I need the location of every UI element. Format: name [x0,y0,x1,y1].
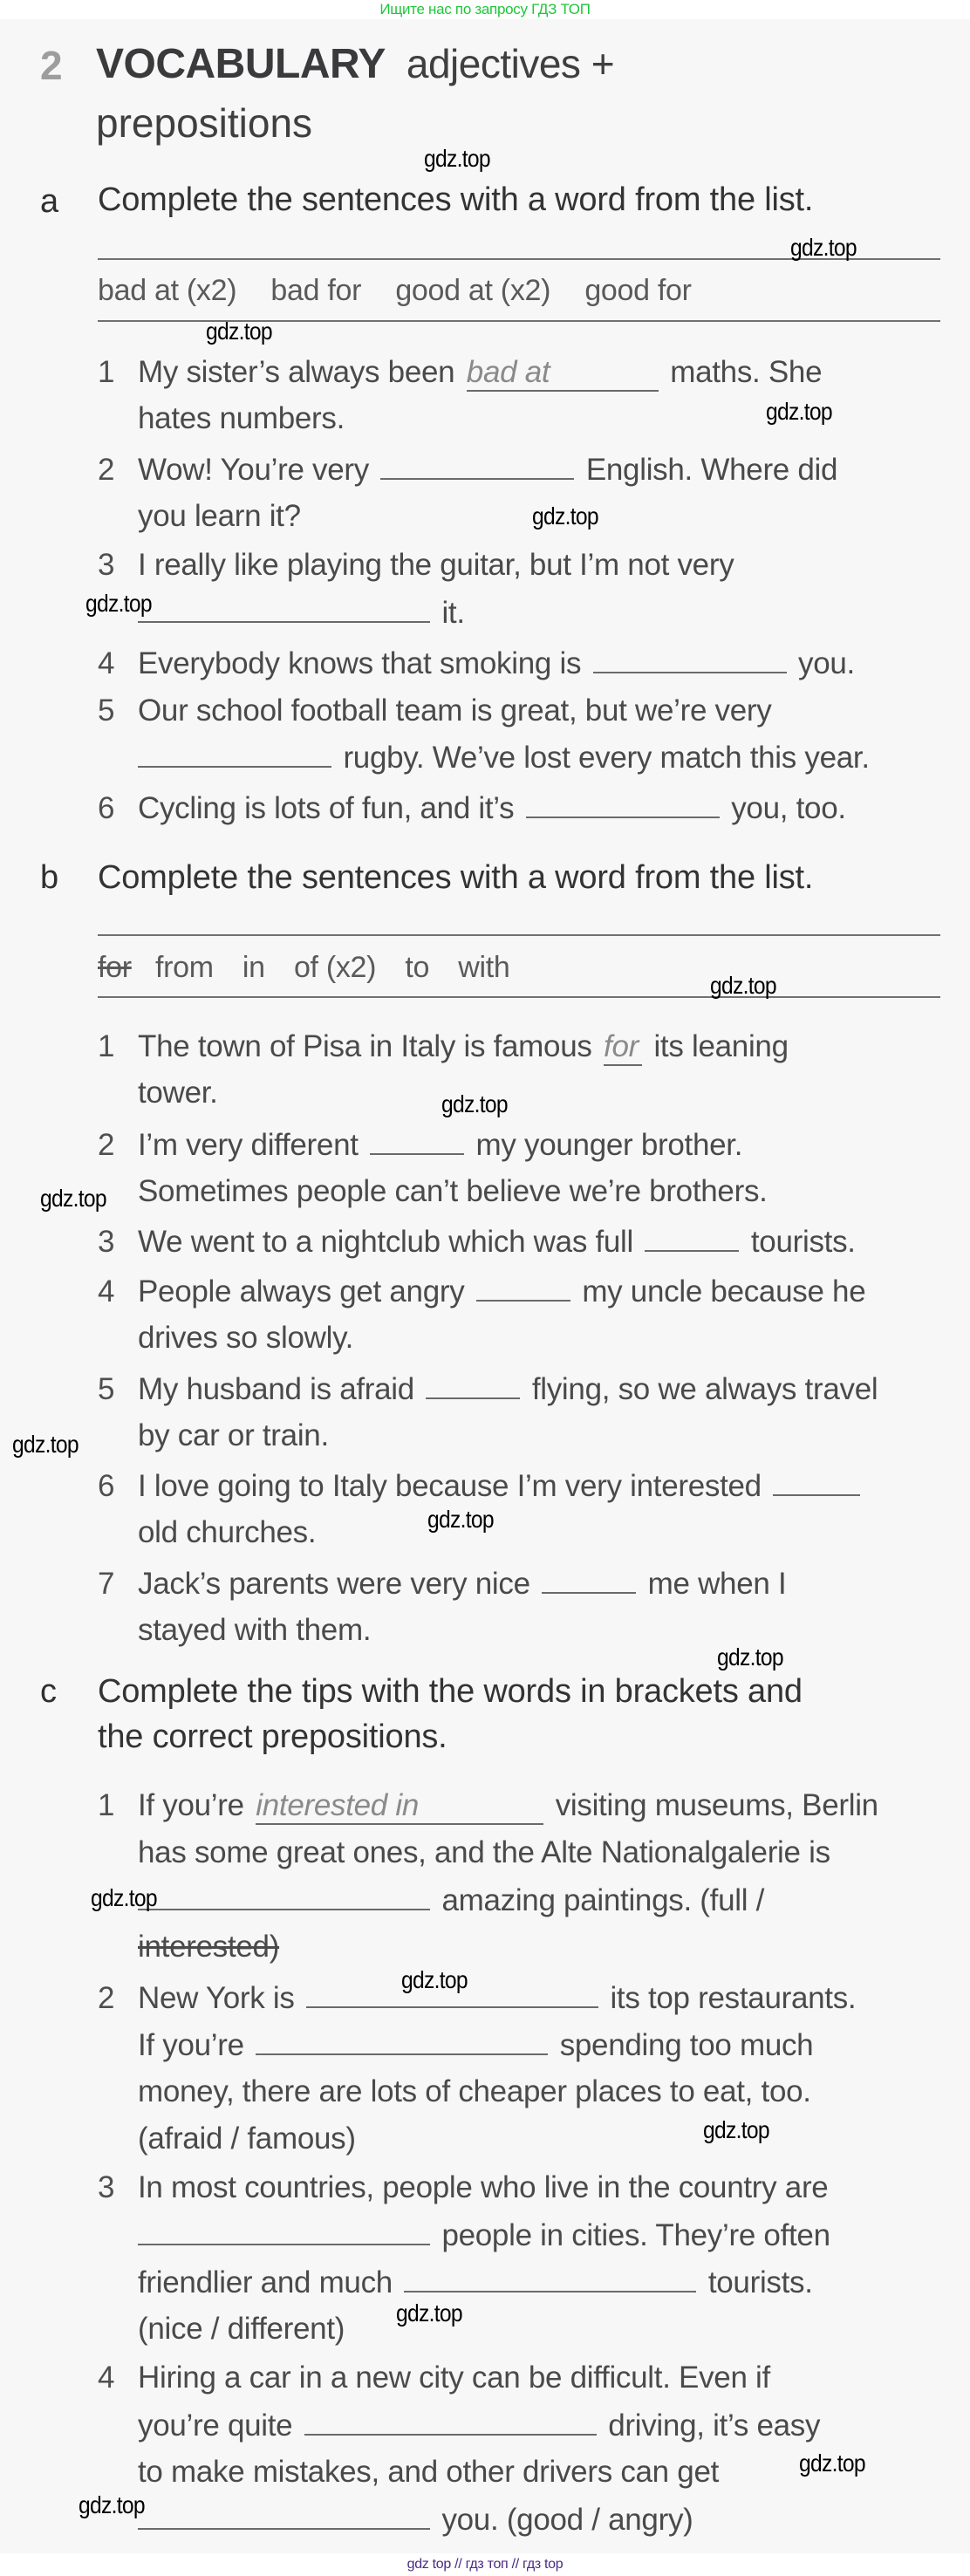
item-number: 2 [98,1128,115,1162]
item-number: 2 [98,1981,115,2015]
title-subtitle-line1: adjectives + [406,41,615,86]
watermark: gdz.top [710,972,776,999]
exercise-b-item-6 [98,1468,864,1504]
item-number: 5 [98,1372,115,1406]
watermark: gdz.top [441,1090,508,1117]
exercise-b-item-1 [98,1029,789,1066]
item-text: friendlier and much [138,2265,393,2299]
word-item: bad for [270,274,362,307]
word-item: good at (x2) [395,274,551,307]
item-text-line3: to make mistakes, and other drivers can get [138,2455,720,2489]
exercise-c-item-1-line3 [138,1882,764,1918]
watermark: gdz.top [424,145,490,172]
item-text-line3: money, there are lots of cheaper places to eat, too. [138,2074,811,2108]
exercise-b-item-7 [98,1566,786,1602]
wordlist-b-bottom-rule [98,996,940,998]
item-text: I’m very different [138,1128,359,1162]
exercise-a-item-3 [98,548,734,583]
item-number: 2 [98,453,115,487]
watermark: gdz.top [85,590,152,617]
item-text: it. [441,596,465,630]
item-text: Wow! You’re very [138,453,369,487]
exercise-a-item-3-line2 [138,595,465,631]
answer-blank[interactable] [526,790,720,818]
answer-blank[interactable] [404,2265,696,2292]
item-text: my uncle because he [582,1274,866,1308]
item-text: My husband is afraid [138,1372,414,1406]
item-number: 5 [98,694,115,728]
item-text: We went to a nightclub which was full [138,1225,633,1259]
word-item: to [405,951,430,984]
exercise-a-item-6 [98,790,846,826]
item-text: If you’re [138,2028,244,2062]
wordlist-b-top-rule [98,934,940,936]
watermark: gdz.top [40,1185,106,1212]
watermark: gdz.top [703,2116,769,2143]
word-item: bad at (x2) [98,274,237,307]
exercise-a-item-2 [98,452,837,488]
item-text: maths. She [670,355,823,389]
top-banner[interactable]: Ищите нас по запросу ГДЗ ТОП [379,1,591,17]
watermark: gdz.top [790,234,857,261]
item-hint: (afraid / famous) [138,2122,356,2156]
word-item: from [154,951,214,984]
watermark: gdz.top [401,1966,468,1993]
item-number: 1 [98,1788,115,1822]
item-text: its leaning [653,1029,789,1063]
exercise-a-item-5-line2 [138,740,870,776]
watermark: gdz.top [91,1884,157,1911]
item-text: you’re quite [138,2409,293,2443]
bottom-banner[interactable]: gdz top // гдз топ // гдз top [406,2557,564,2572]
watermark: gdz.top [12,1431,79,1458]
item-text: me when I [647,1567,787,1601]
answer-blank[interactable] [370,1127,464,1155]
item-text: its top restaurants. [610,1981,857,2015]
item-number: 4 [98,2361,115,2395]
answer-blank[interactable] [138,740,331,768]
answer-blank[interactable] [593,646,787,673]
item-text-line2: you learn it? [138,499,301,533]
watermark: gdz.top [532,502,598,530]
item-text: I love going to Italy because I’m very interested [138,1469,762,1503]
item-number: 6 [98,1469,115,1503]
item-text: My sister’s always been [138,355,455,389]
answer-blank[interactable] [304,2408,597,2436]
answer-blank[interactable] [138,595,430,623]
item-text: rugby. We’ve lost every match this year. [343,741,870,775]
title-vocabulary: VOCABULARY [96,41,386,87]
item-number: 6 [98,791,115,825]
exercise-c-item-3 [98,2170,828,2205]
item-text: my younger brother. [475,1128,743,1162]
item-number: 1 [98,1029,115,1063]
exercise-c-item-4-line2 [138,2408,820,2443]
exercise-c-item-3-line2 [138,2217,830,2253]
word-item: good for [584,274,692,307]
item-hint-used: interested) [138,1930,280,1964]
item-text: In most countries, people who live in the country are [138,2170,829,2204]
answer-blank[interactable] [645,1224,739,1252]
item-text: you. [798,646,855,680]
answer-blank[interactable] [256,2027,548,2055]
answer-blank[interactable] [138,1882,430,1910]
item-text: tourists. [707,2265,813,2299]
item-text-line2: has some great ones, and the Alte Nationalgalerie is [138,1835,830,1869]
item-text: People always get angry [138,1274,465,1308]
item-text-line2: tower. [138,1076,218,1110]
answer-blank[interactable] [476,1274,570,1302]
exercise-c-item-3-line3 [138,2265,813,2300]
item-text: Jack’s parents were very nice [138,1567,530,1601]
section-c-letter: c [40,1673,57,1710]
exercise-a-item-4 [98,646,855,681]
wordlist-b [98,951,536,985]
exercise-number: 2 [40,43,63,88]
section-c-instruction-line1: Complete the tips with the words in brackets and [98,1673,803,1710]
item-text-line2: drives so slowly. [138,1321,354,1355]
item-text: Our school football team is great, but we’re very [138,694,772,728]
word-item-used: for [98,951,132,984]
item-text: Hiring a car in a new city can be difficult. Even if [138,2361,770,2395]
answer-blank[interactable] [138,2217,430,2245]
watermark: gdz.top [396,2299,462,2327]
item-number: 3 [98,2170,115,2204]
answer-blank[interactable] [542,1566,636,1594]
item-text-line2: old churches. [138,1515,317,1549]
item-number: 3 [98,548,115,582]
answer-blank[interactable] [138,2502,430,2530]
watermark: gdz.top [79,2491,145,2518]
answer-field[interactable]: interested in [256,1788,543,1825]
item-text: visiting museums, Berlin [555,1788,878,1822]
item-text: flying, so we always travel [531,1372,878,1406]
exercise-a-item-1 [98,355,822,392]
exercise-c-item-2-line2 [138,2027,813,2063]
section-b-instruction: Complete the sentences with a word from the list. [98,859,814,896]
page-title [96,40,614,88]
item-text: people in cities. They’re often [441,2218,830,2252]
word-item: in [242,951,265,984]
exercise-c-item-2 [98,1980,856,2016]
item-text: tourists. [750,1225,856,1259]
item-number: 3 [98,1225,115,1259]
exercise-a-item-5 [98,694,771,728]
item-text: English. Where did [585,453,838,487]
item-number: 4 [98,1274,115,1308]
item-text: If you’re [138,1788,244,1822]
watermark: gdz.top [799,2450,865,2477]
title-subtitle-line2: prepositions [96,100,313,146]
item-text-line2: hates numbers. [138,401,345,435]
item-text: Cycling is lots of fun, and it’s [138,791,515,825]
exercise-c-item-1 [98,1788,878,1825]
word-item: of (x2) [293,951,377,984]
section-c-instruction-line2: the correct prepositions. [98,1718,447,1755]
answer-blank[interactable] [773,1468,860,1496]
exercise-c-item-4-line4 [138,2502,693,2538]
section-a-instruction: Complete the sentences with a word from the list. [98,181,814,218]
watermark: gdz.top [717,1643,783,1671]
item-number: 4 [98,646,115,680]
item-hint: (nice / different) [138,2312,345,2346]
exercise-b-item-2 [98,1127,742,1163]
watermark: gdz.top [427,1506,494,1533]
item-text: The town of Pisa in Italy is famous [138,1029,592,1063]
item-text: I really like playing the guitar, but I’m not very [138,548,734,582]
answer-blank[interactable] [426,1371,520,1399]
item-text: spending too much [559,2028,814,2062]
item-text-line2: Sometimes people can’t believe we’re brothers. [138,1174,768,1208]
section-a-letter: a [40,183,59,220]
exercise-b-item-4 [98,1274,865,1309]
item-text: you. (good / angry) [441,2503,693,2537]
answer-field[interactable]: bad at [467,355,659,392]
watermark: gdz.top [766,398,832,425]
exercise-c-item-4 [98,2361,770,2395]
item-text: amazing paintings. (full / [441,1883,765,1917]
item-number: 7 [98,1567,115,1601]
item-text: Everybody knows that smoking is [138,646,582,680]
answer-blank[interactable] [380,452,574,480]
word-item: with [458,951,510,984]
answer-field[interactable]: for [604,1029,642,1066]
wordlist-a [98,274,718,308]
section-b-letter: b [40,859,59,896]
exercise-b-item-3 [98,1224,856,1260]
exercise-b-item-5 [98,1371,878,1407]
item-text: New York is [138,1981,295,2015]
item-text-line2: stayed with them. [138,1613,372,1647]
item-text: driving, it’s easy [608,2409,821,2443]
watermark: gdz.top [206,318,272,345]
item-number: 1 [98,355,115,389]
item-text-line2: by car or train. [138,1418,329,1452]
item-text: you, too. [731,791,846,825]
